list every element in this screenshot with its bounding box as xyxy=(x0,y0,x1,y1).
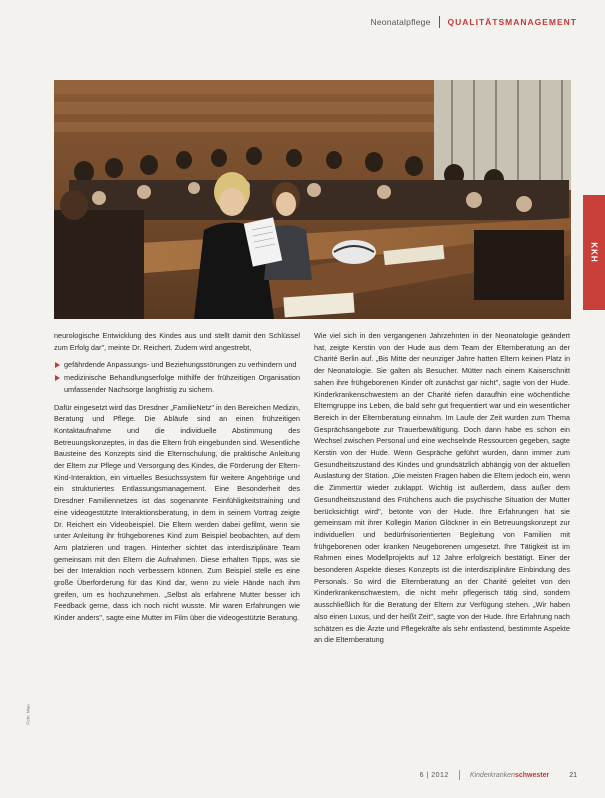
issue-number: 6 | 2012 xyxy=(419,771,449,779)
audience-illustration xyxy=(54,80,571,319)
list-item: gefährdende Anpassungs- und Beziehungsstörungen zu verhindern und xyxy=(54,359,300,371)
section-name: Neonatalpflege xyxy=(370,17,431,27)
photo-credit xyxy=(25,688,48,748)
list-item: medizinische Behandlungserfolge mithilfe der frühzeitigen Organisation umfassender Nachsorge langfristig zu sichern. xyxy=(54,372,300,395)
body-paragraph: Dafür eingesetzt wird das Dresdner „FamilieNetz" in den Bereichen Medizin, Beratung und Pflege. Die Abläufe sind an einen frühzeitigen Kontaktaufnahme und die individuelle Abstimmung des Betreuungskonzeptes, in das die Eltern früh eingebunden sind. Wesentliche Bausteine des Konzepts sind die Elternschulung, die praktische Anleitung der Eltern zur Pflege und Versorgung des Kindes, die Förderung der Eltern-Kind-Interaktion, ein virtuelles Besuchssystem für weitere Angehörige und ein strukturiertes Entlassungsmanagement. Eine Besonderheit des Dresdner Familiennetzes ist das sogenannte Feinfühligkeitstraining und eine videogestützte Interaktionsberatung, in dem in seinem Vortrag zeigte Dr. Reichert ein Videobeispiel. Die Eltern werden dabei gefilmt, wenn sie unter Anleitung ihr frühgeborenes Kind zum Beispiel beobachten, auf dem Arm platzieren und tragen. Hinterher sichtet das interdisziplinäre Team gemeinsam mit den Eltern die Aufnahmen. Diese erhalten Tipps, was sie bei der Interaktion noch verbessern können. Zum Beispiel stelle es eine große Überforderung für das Kind dar, wenn zu viele Hände nach ihm greifen, um es hochzunehmen. „Selbst als erfahrene Mutter besser ich Feedback gerne, dass ich noch nicht wusste. Mir waren Erfahrungen wie Kinder anders", sagte eine Mutter im Film über die videogestützte Beratung. xyxy=(54,402,300,623)
body-paragraph: Wie viel sich in den vergangenen Jahrzehnten in der Neonatologie geändert hat, zeigte Kerstin von der Hude aus dem Team der Elternberatung an der Charité Berlin auf. „Bis Mitte der neunziger Jahre hatten Eltern keinen Platz in der Neonatologie. Sie galten als Besucher. Mütter nach einem Kaiserschnitt sahen ihre frühgeborenen Kinder oft zunächst gar nicht", sagte von der Hude. Kinderkrankenschwestern an der Charité riefen daraufhin eine wöchentliche Elterngruppe ins Leben, die bald sehr gut frequentiert war und ein wesentlicher Bereich in der Elternberatung einnahm. Im Laufe der Zeit wurden zum Thema Gesprächsangebote zur Trauerbewältigung. Doch dann habe es schon ein Wechsel zwischen Personal und eine wechselnde Ressourcen gegeben, sagte Kerstin von der Hude. Wenn Gespräche geführt wurden, dann immer zum Gesundheitszustand des Kindes und grundsätzlich abhängig von der aktuellen Auslastung der Station. „Die meisten Fragen haben die Eltern jedoch ein, wenn die Zimmertür wieder zuklappt. Wichtig ist außerdem, dass außer dem Gesundheitszustand des Frühchens auch die psychische Situation der Mutter berücksichtigt wird", betonte von der Hude. Ihre Erfahrungen hat sie gemeinsam mit ihrer Kollegin Marion Glöckner in ein Betreuungskonzept zur individuellen und bedürfnisorientierten Begleitung von Familien mit frühgeborenen oder kranken Neugeborenen umgesetzt. Ihre Tätigkeit ist im Rahmen eines Modellprojekts auf 12 Jahre erfolgreich bestätigt. Einer der besonderen Aspekte dieses Konzepts ist die interdisziplinäre Einbindung des Personals. So wird die Elternberatung an der Charité geleitet von den Kinderkrankenschwestern, die nicht mehr pflegerisch tätig sind, sondern ausschließlich für die Beratung der Eltern zur Verfügung stehen. „Wir haben also einen Luxus, und der heißt Zeit", sagte von der Hude. Ihre Erfahrung nach schätzen es die Ärzte und Pflegekräfte als sehr entlastend, bestimmte Aspekte an die Elternberatung xyxy=(314,331,570,645)
journal-prefix: Kinderkranken xyxy=(469,771,515,779)
intro-paragraph: neurologische Entwicklung des Kindes aus und stellt damit den Schlüssel zum Erfolg dar", meinte Dr. Reichert. Zudem wird angestrebt, xyxy=(54,331,300,352)
article-column-left xyxy=(54,330,300,630)
journal-name xyxy=(470,772,549,779)
journal-suffix: schwester xyxy=(514,771,550,779)
footer-divider xyxy=(459,770,460,780)
side-tab xyxy=(583,195,605,310)
page-footer xyxy=(420,770,577,780)
article-column-right xyxy=(314,330,570,652)
photo-credit-text: Foto: Mau xyxy=(25,704,31,725)
header-divider xyxy=(439,16,440,28)
topic-name: QUALITÄTSMANAGEMENT xyxy=(447,17,577,27)
goals-list xyxy=(54,359,300,395)
side-tab-label: KKH xyxy=(589,242,599,263)
page-number: 21 xyxy=(569,771,577,779)
conference-photo xyxy=(54,80,571,319)
running-header xyxy=(371,14,577,30)
